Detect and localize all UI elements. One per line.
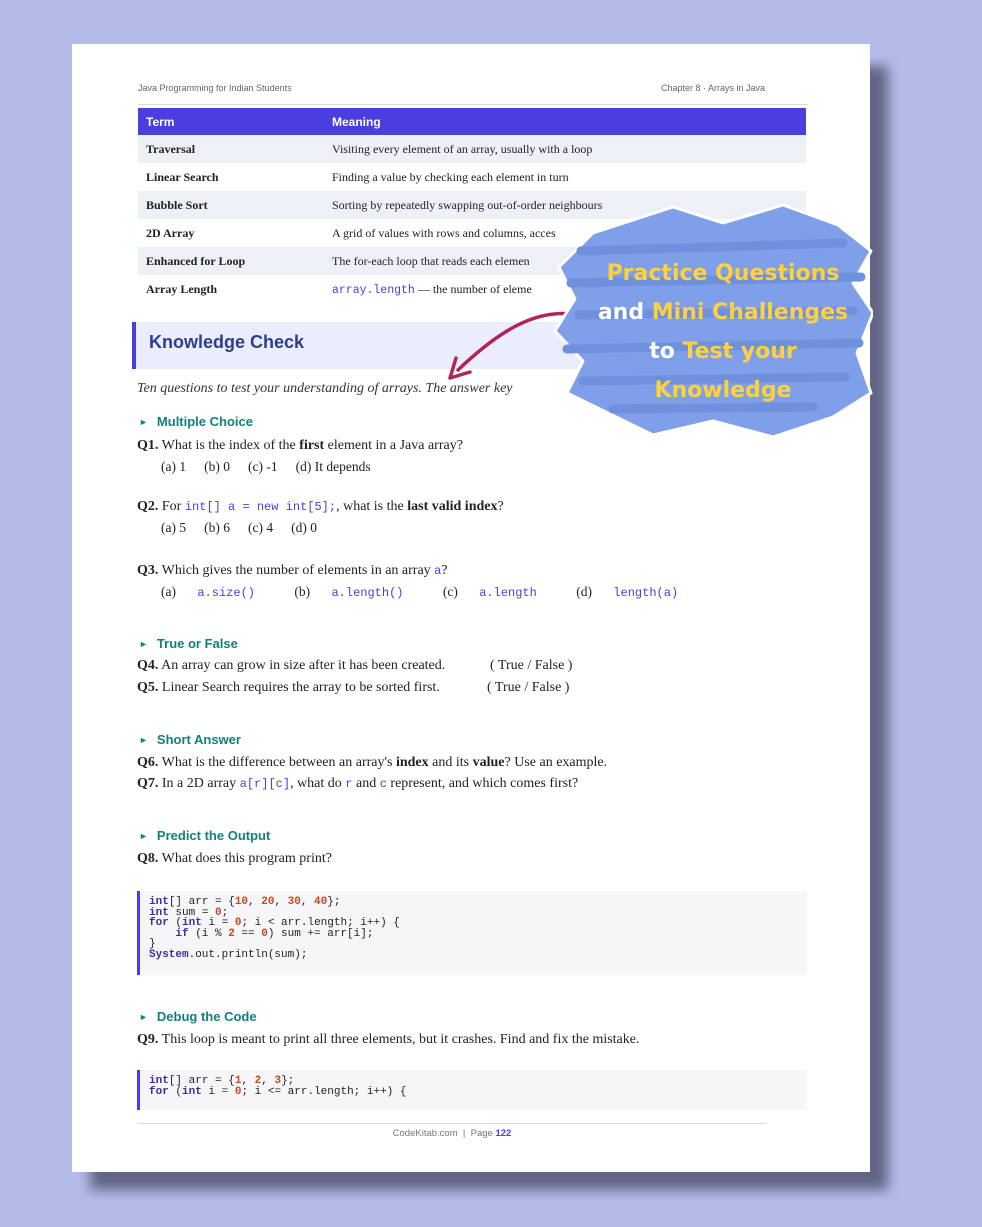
page-footer [138, 1128, 766, 1139]
callout-text [573, 254, 873, 410]
callout-line-1: Practice Questions [606, 261, 840, 286]
question-text: An array can grow in size after it has been created. [161, 658, 446, 673]
subsection-label: Debug the Code [156, 1009, 257, 1024]
question-number: Q4. [137, 658, 159, 673]
question-text: , what is the [336, 499, 404, 514]
callout-line-4: Knowledge [654, 378, 792, 403]
meaning-cell: Visiting every element of an array, usually with a loop [324, 135, 806, 163]
question-text: ? Use an example. [504, 755, 608, 770]
option: (b) a.length() [294, 584, 404, 600]
footer-site: CodeKitab.com [392, 1128, 458, 1139]
inline-code: r [345, 777, 353, 791]
subsection-label: Predict the Output [156, 828, 271, 843]
running-header-right: Chapter 8 · Arrays in Java [660, 83, 765, 93]
inline-code: int[] a = new int[5]; [184, 500, 337, 514]
question-text: What is the index of the [161, 438, 296, 453]
option: (a) a.size() [161, 584, 255, 600]
term-cell: Enhanced for Loop [138, 247, 324, 275]
subsection-label: Short Answer [156, 732, 241, 747]
triangle-bullet-icon: ► [139, 417, 148, 427]
triangle-bullet-icon: ► [139, 831, 148, 841]
options-q3 [161, 584, 714, 600]
option: (c) -1 [247, 459, 278, 474]
table-row [138, 163, 806, 191]
meaning-cell: The for-each loop that reads each elemen [324, 247, 806, 275]
triangle-bullet-icon: ► [139, 1012, 148, 1022]
question-number: Q9. [137, 1032, 159, 1047]
question-emphasis: last valid index [407, 499, 498, 514]
meaning-text: — the number of eleme [417, 281, 532, 296]
question-q2 [137, 499, 504, 515]
page-number: 122 [495, 1128, 512, 1139]
question-number: Q7. [137, 776, 159, 791]
question-q7 [137, 776, 578, 792]
intro-text: Ten questions to test your understanding of arrays. The answer key [137, 381, 513, 396]
code-block-q8: int[] arr = {10, 20, 30, 40}; int sum = 0; for (int i = 0; i < arr.length; i++) { if (i % 2 == 0) sum += arr[i]; } System.out.println(sum); [137, 891, 807, 975]
question-number: Q6. [137, 755, 159, 770]
meaning-cell: Finding a value by checking each element in turn [332, 169, 569, 184]
callout-line-2: and Mini Challenges [597, 300, 849, 325]
option: (c) 4 [247, 520, 274, 535]
question-text: ? [497, 499, 504, 514]
question-text: What does this program print? [161, 851, 332, 866]
question-q1 [137, 438, 463, 454]
question-text: and its [432, 755, 470, 770]
answer-choice-q5: ( True / False ) [487, 680, 570, 695]
subsection-multiple-choice [139, 414, 253, 429]
option: (b) 0 [204, 459, 230, 474]
meaning-cell: Sorting by repeatedly swapping out-of-order neighbours [324, 191, 806, 219]
question-q4 [137, 658, 445, 674]
footer-page-label: Page [470, 1128, 493, 1139]
col-meaning: Meaning [324, 108, 806, 135]
footer-separator: | [462, 1128, 466, 1139]
code-block-q9: int[] arr = {1, 2, 3}; for (int i = 0; i <= arr.length; i++) { [137, 1070, 807, 1110]
col-term: Term [138, 108, 324, 135]
option: (a) 5 [161, 520, 187, 535]
glossary-header-row [138, 108, 806, 135]
footer-rule [138, 1123, 766, 1124]
question-number: Q1. [137, 438, 159, 453]
option: (b) 6 [204, 520, 230, 535]
question-text: For [161, 499, 182, 514]
question-q3 [137, 563, 448, 579]
question-number: Q5. [137, 680, 159, 695]
question-q5 [137, 680, 440, 696]
meaning-cell: A grid of values with rows and columns, acces [332, 225, 556, 240]
callout-line-3: to Test your [649, 339, 797, 364]
option: (a) 1 [161, 459, 187, 474]
option: (d) It depends [295, 459, 371, 474]
question-number: Q3. [137, 563, 159, 578]
subsection-predict-output [139, 828, 270, 843]
question-text: and [355, 776, 377, 791]
question-emphasis: value [472, 755, 505, 770]
question-q6 [137, 755, 607, 771]
question-number: Q2. [137, 499, 159, 514]
subsection-debug-code [139, 1009, 257, 1024]
term-cell: Traversal [138, 135, 324, 163]
question-text: Which gives the number of elements in an array [161, 563, 431, 578]
term-cell: 2D Array [146, 225, 195, 240]
term-cell: Array Length [146, 281, 217, 296]
question-text: In a 2D array [161, 776, 237, 791]
option: (d) 0 [291, 520, 317, 535]
inline-code: a [434, 564, 442, 578]
question-text: ? [441, 563, 448, 578]
option: (c) a.length [442, 584, 537, 600]
subsection-true-false [139, 636, 238, 651]
question-text: Linear Search requires the array to be sorted first. [161, 680, 440, 695]
term-cell: Bubble Sort [138, 191, 324, 219]
section-title: Knowledge Check [149, 332, 305, 352]
question-emphasis: index [395, 755, 429, 770]
question-text: element in a Java array? [327, 438, 463, 453]
running-header-left: Java Programming for Indian Students [138, 83, 292, 93]
option: (d) length(a) [576, 584, 679, 600]
header-rule [138, 104, 808, 105]
question-text: This loop is meant to print all three elements, but it crashes. Find and fix the mistake. [161, 1032, 640, 1047]
options-q2 [161, 520, 335, 536]
inline-code: c [379, 777, 387, 791]
answer-choice-q4: ( True / False ) [490, 658, 573, 673]
question-emphasis: first [299, 438, 325, 453]
question-number: Q8. [137, 851, 159, 866]
options-q1 [161, 459, 389, 475]
question-text: What is the difference between an array's [161, 755, 393, 770]
question-q8 [137, 851, 332, 867]
subsection-label: True or False [156, 636, 238, 651]
inline-code: array.length [332, 283, 415, 297]
question-text: represent, and which comes first? [390, 776, 579, 791]
term-cell: Linear Search [146, 169, 219, 184]
question-q9 [137, 1032, 640, 1048]
question-text: , what do [290, 776, 342, 791]
subsection-short-answer [139, 732, 241, 747]
triangle-bullet-icon: ► [139, 639, 148, 649]
table-row [138, 135, 806, 163]
inline-code: a[r][c] [239, 777, 291, 791]
subsection-label: Multiple Choice [156, 414, 253, 429]
triangle-bullet-icon: ► [139, 735, 148, 745]
